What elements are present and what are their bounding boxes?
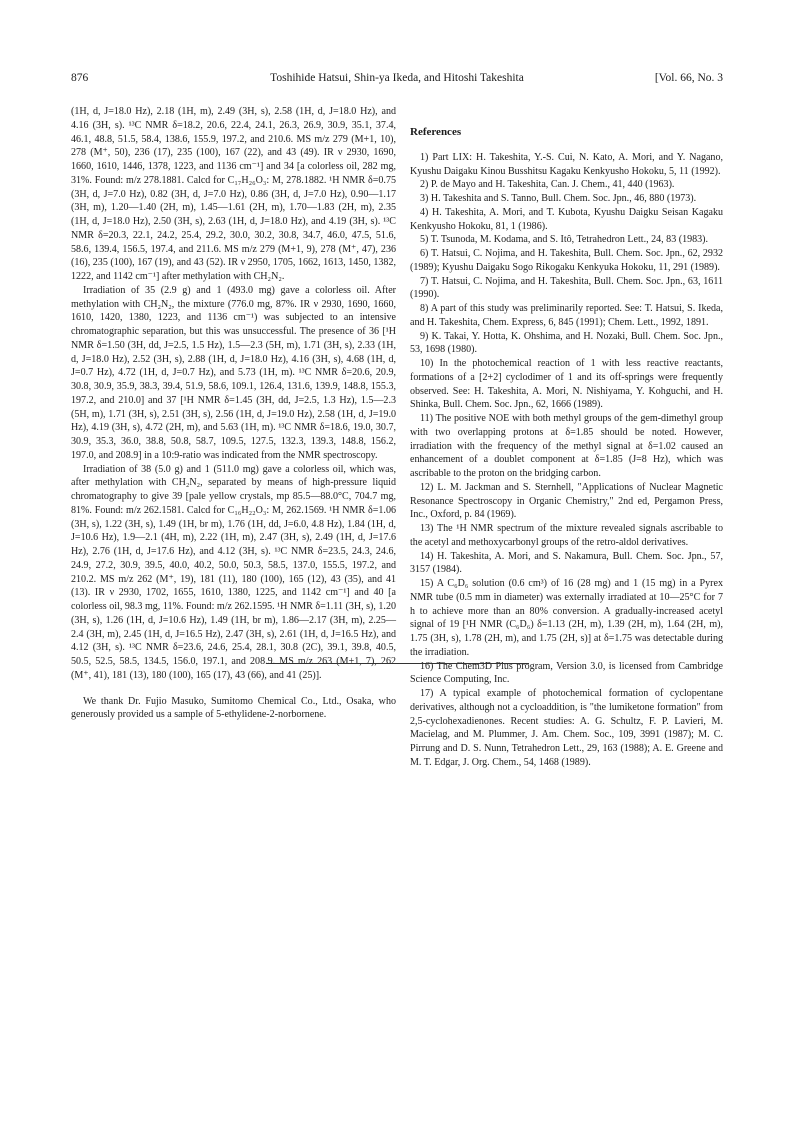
page-number: 876 [71, 72, 89, 84]
irradiation-38-paragraph: Irradiation of 38 (5.0 g) and 1 (511.0 mg) gave a colorless oil, which was, after methylation with CH₂N₂, separated by means of high-pressure liquid chromatography to give 39 [pale yellow crystals, mp 85.5—88.0°C, 704.7 mg, 81%. Found: m/z 262.1581. Calcd for C₁₆H₂₂O₃: M, 262.1569. ¹H NMR δ=1.06 (3H, s), 1.22 (3H, s), 1.49 (1H, br m), 1.76 (1H, dd, J=6.0, 4.8 Hz), 1.84 (1H, d, J=10.6 Hz), 1.9—2.1 (4H, m), 2.22 (1H, m), 2.47 (3H, s), 2.49 (1H, d, J=17.6 Hz), 2.76 (1H, d, J=17.6 Hz), and 4.12 (3H, s). ¹³C NMR δ=23.5, 24.3, 24.6, 24.9, 27.2, 30.9, 39.5, 40.0, 40.2, 50.0, 50.3, 58.5, 137.0, 155.5, 197.2, and 210.2. MS m/z 262 (M⁺, 19), 181 (11), 180 (100), 165 (12), 43 (35), and 41 (13). IR ν 2930, 1702, 1655, 1610, 1380, 1225, and 1142 cm⁻¹] and 40 [a colorless oil, 98.3 mg, 11%. Found: m/z 262.1595. ¹H NMR δ=1.11 (3H, s), 1.20 (3H, s), 1.26 (1H, d, J=10.6 Hz), 1.49 (1H, br m), 1.86—2.17 (3H, m), 2.25—2.4 (3H, m), 2.45 (1H, d, J=16.5 Hz), 2.47 (3H, s), 2.61 (1H, d, J=16.5 Hz), and 4.12 (3H, s). ¹³C NMR δ=23.6, 24.6, 25.4, 28.1, 30.8 (2C), 39.1, 39.8, 40.5, 50.5, 52.5, 58.5, 134.5, 156.0, 197.1, and 208.9. MS m/z 263 (M+1, 7), 262 (M⁺, 41), 181 (13), 180 (100), 165 (17), 43 (66), and 41 (25)]. [71, 463, 396, 681]
reference-item: 7) T. Hatsui, C. Nojima, and H. Takeshita, Bull. Chem. Soc. Jpn., 63, 1611 (1990). [410, 275, 723, 301]
references-column [410, 104, 723, 770]
reference-item: 9) K. Takai, Y. Hotta, K. Ohshima, and H. Nozaki, Bull. Chem. Soc. Jpn., 53, 1698 (1980). [410, 330, 723, 356]
reference-item: 17) A typical example of photochemical formation of cyclopentane derivatives, although not a cycloaddition, is "the lumiketone formation" from 2,5-cyclohexadienones. Recent studies: A. G. Schultz, F. P. Lavieri, M. Macielag, and M. Plummer, J. Am. Chem. Soc., 109, 3991 (1987); M. C. Pirrung and D. S. Nunn, Tetrahedron Lett., 29, 163 (1988); A. E. Greene and M. T. Edgar, J. Org. Chem., 54, 1468 (1989). [410, 688, 723, 768]
journal-volume: [Vol. 66, No. 3 [654, 72, 723, 84]
running-authors: Toshihide Hatsui, Shin-ya Ikeda, and Hitoshi Takeshita [270, 72, 524, 84]
end-rule-divider [267, 663, 529, 664]
irradiation-35-paragraph: Irradiation of 35 (2.9 g) and 1 (493.0 mg) gave a colorless oil. After methylation with CH₂N₂, the mixture (776.0 mg, 87%. IR ν 2930, 1690, 1660, 1610, 1420, 1380, 1223, and 1136 cm⁻¹) was subjected to an intensive chromatographic separation, but this was unsuccessful. The presence of 36 [¹H NMR δ=1.50 (3H, dd, J=2.5, 1.5 Hz), 1.5—2.3 (5H, m), 1.71 (3H, s), 2.33 (1H, d, J=18.0 Hz), 2.52 (3H, s), 2.88 (1H, d, J=18.0 Hz), 4.16 (3H, s), 4.68 (1H, d, J=0.7 Hz), 4.72 (1H, d, J=0.7 Hz), and 5.73 (1H, m). ¹³C NMR δ=20.6, 20.9, 30.8, 30.9, 35.9, 38.3, 39.4, 51.9, 58.6, 109.1, 126.4, 131.6, 139.9, 148.8, 155.3, 197.2, and 210.0] and 37 [¹H NMR δ=1.45 (3H, dd, J=2.5, 1.3 Hz), 1.5—2.3 (5H, m), 1.71 (3H, s), 2.51 (3H, s), 2.56 (1H, d, J=19.0 Hz), 2.58 (1H, d, J=19.0 Hz), 4.19 (3H, s), 4.72 (2H, m), and 5.63 (1H, m). ¹³C NMR δ=18.6, 19.0, 30.7, 30.9, 35.3, 36.0, 38.8, 50.8, 58.7, 109.5, 127.5, 132.3, 139.3, 148.8, 156.2, 197.0, and 208.9] in a 10:9-ratio was indicated from the NMR spectroscopy. [71, 284, 396, 461]
reference-item: 4) H. Takeshita, A. Mori, and T. Kubota, Kyushu Daigku Seisan Kagaku Kenkyusho Hokoku, 81, 1 (1986). [410, 206, 723, 232]
reference-item: 11) The positive NOE with both methyl groups of the gem-dimethyl group with two overlapping protons at δ=1.85 should be noted. However, irradiation with the frequency of the methyl signal at δ=1.02 caused an enhancement of a doublet component at δ=1.85 (J=8 Hz), which was ascribable to the proton on the bridging carbon. [410, 413, 723, 479]
reference-item: 6) T. Hatsui, C. Nojima, and H. Takeshita, Bull. Chem. Soc. Jpn., 62, 2932 (1989); Kyushu Daigaku Sogo Rikogaku Kenkyuka Hokoku, 11, 291 (1989). [410, 248, 723, 273]
reference-item: 2) P. de Mayo and H. Takeshita, Can. J. Chem., 41, 440 (1963). [420, 179, 675, 191]
reference-item: 13) The ¹H NMR spectrum of the mixture revealed signals ascribable to the acetyl and methoxycarbonyl groups of the retro-aldol derivatives. [410, 523, 723, 548]
reference-item: 3) H. Takeshita and S. Tanno, Bull. Chem. Soc. Jpn., 46, 880 (1973). [420, 193, 697, 204]
reference-item: 1) Part LIX: H. Takeshita, Y.-S. Cui, N. Kato, A. Mori, and Y. Nagano, Kyushu Daigaku Kinou Busshitsu Kagaku Kenkyusho Hokoku, 5, 11 (1992). [410, 151, 723, 177]
reference-item: 10) In the photochemical reaction of 1 with less reactive reactants, formations of a [2+2] cyclodimer of 1 and its off-springs were frequently observed. See: H. Takeshita, A. Mori, N. Nishiyama, Y. Kohguchi, and H. Shinka, Bull. Chem. Soc. Jpn., 62, 1666 (1989). [410, 358, 723, 411]
reference-item: 14) H. Takeshita, A. Mori, and S. Nakamura, Bull. Chem. Soc. Jpn., 57, 3157 (1984). [410, 550, 723, 576]
left-column [71, 105, 396, 722]
reference-item: 8) A part of this study was preliminarily reported. See: T. Hatsui, S. Ikeda, and H. Takeshita, Chem. Express, 6, 845 (1991); Chem. Lett., 1992, 1891. [410, 303, 723, 328]
acknowledgment-paragraph: We thank Dr. Fujio Masuko, Sumitomo Chemical Co., Ltd., Osaka, who generously provided us a sample of 5-ethylidene-2-norbornene. [71, 695, 396, 721]
reference-item: 16) The Chem3D Plus program, Version 3.0, is licensed from Cambridge Science Computing, Inc. [410, 660, 723, 686]
experimental-paragraph-continued: (1H, d, J=18.0 Hz), 2.18 (1H, m), 2.49 (3H, s), 2.58 (1H, d, J=18.0 Hz), and 4.16 (3H, s). ¹³C NMR δ=18.2, 20.6, 22.4, 24.1, 26.3, 26.9, 30.9, 35.1, 37.4, 46.1, 48.8, 51.5, 58.4, 138.6, 155.9, 197.2, and 210.6. MS m/z 279 (M+1, 10), 278 (M⁺, 50), 236 (17), 235 (100), 167 (22), and 43 (49). IR ν 2930, 1690, 1660, 1610, 1446, 1378, 1223, and 1136 cm⁻¹] and 34 [a colorless oil, 282 mg, 31%. Found: m/z 278.1881. Calcd for C₁₇H₂₆O₃: M, 278.1882. ¹H NMR δ=0.75 (3H, d, J=7.0 Hz), 0.82 (3H, d, J=7.0 Hz), 0.86 (3H, d, J=7.0 Hz), 0.90—1.17 (3H, m), 1.20—1.40 (2H, m), 1.45—1.61 (2H, m), 1.70—1.83 (2H, m), 2.35 (1H, d, J=18.0 Hz), 2.50 (3H, s), 2.63 (1H, d, J=18.0 Hz), and 4.19 (3H, s). ¹³C NMR δ=20.3, 22.1, 24.2, 25.4, 29.2, 30.0, 30.2, 30.8, 34.7, 46.0, 47.5, 51.6, 58.6, 139.4, 156.5, 197.4, and 211.6. MS m/z 279 (M+1, 9), 278 (M⁺, 47), 236 (16), 235 (100), 167 (19), and 43 (52). IR ν 2950, 1705, 1662, 1613, 1450, 1382, 1222, and 1142 cm⁻¹] after methylation with CH₂N₂. [71, 106, 396, 282]
reference-item: 12) L. M. Jackman and S. Sternhell, "Applications of Nuclear Magnetic Resonance Spectroscopy in Organic Chemistry," 2nd ed, Pergamon Press, Inc., Oxford, p. 84 (1969). [410, 481, 723, 521]
references-heading: References [410, 126, 462, 138]
reference-item: 5) T. Tsunoda, M. Kodama, and S. Itô, Tetrahedron Lett., 24, 83 (1983). [420, 234, 709, 246]
running-header [71, 72, 723, 88]
reference-item: 15) A C₆D₆ solution (0.6 cm³) of 16 (28 mg) and 1 (15 mg) in a Pyrex NMR tube (0.5 mm in diameter) was externally irradiated at 10—25°C for 7 h to achieve more than an 80% conversion. A gradually-increased acetyl signal of 19 [¹H NMR (C₆D₆) δ=1.13 (2H, m), 1.39 (2H, m), 1.64 (2H, m), 1.75 (3H, s), 1.78 (2H, m), and 1.75 (2H, s)] at δ=1.75 was detectable during the irradiation. [410, 578, 723, 658]
